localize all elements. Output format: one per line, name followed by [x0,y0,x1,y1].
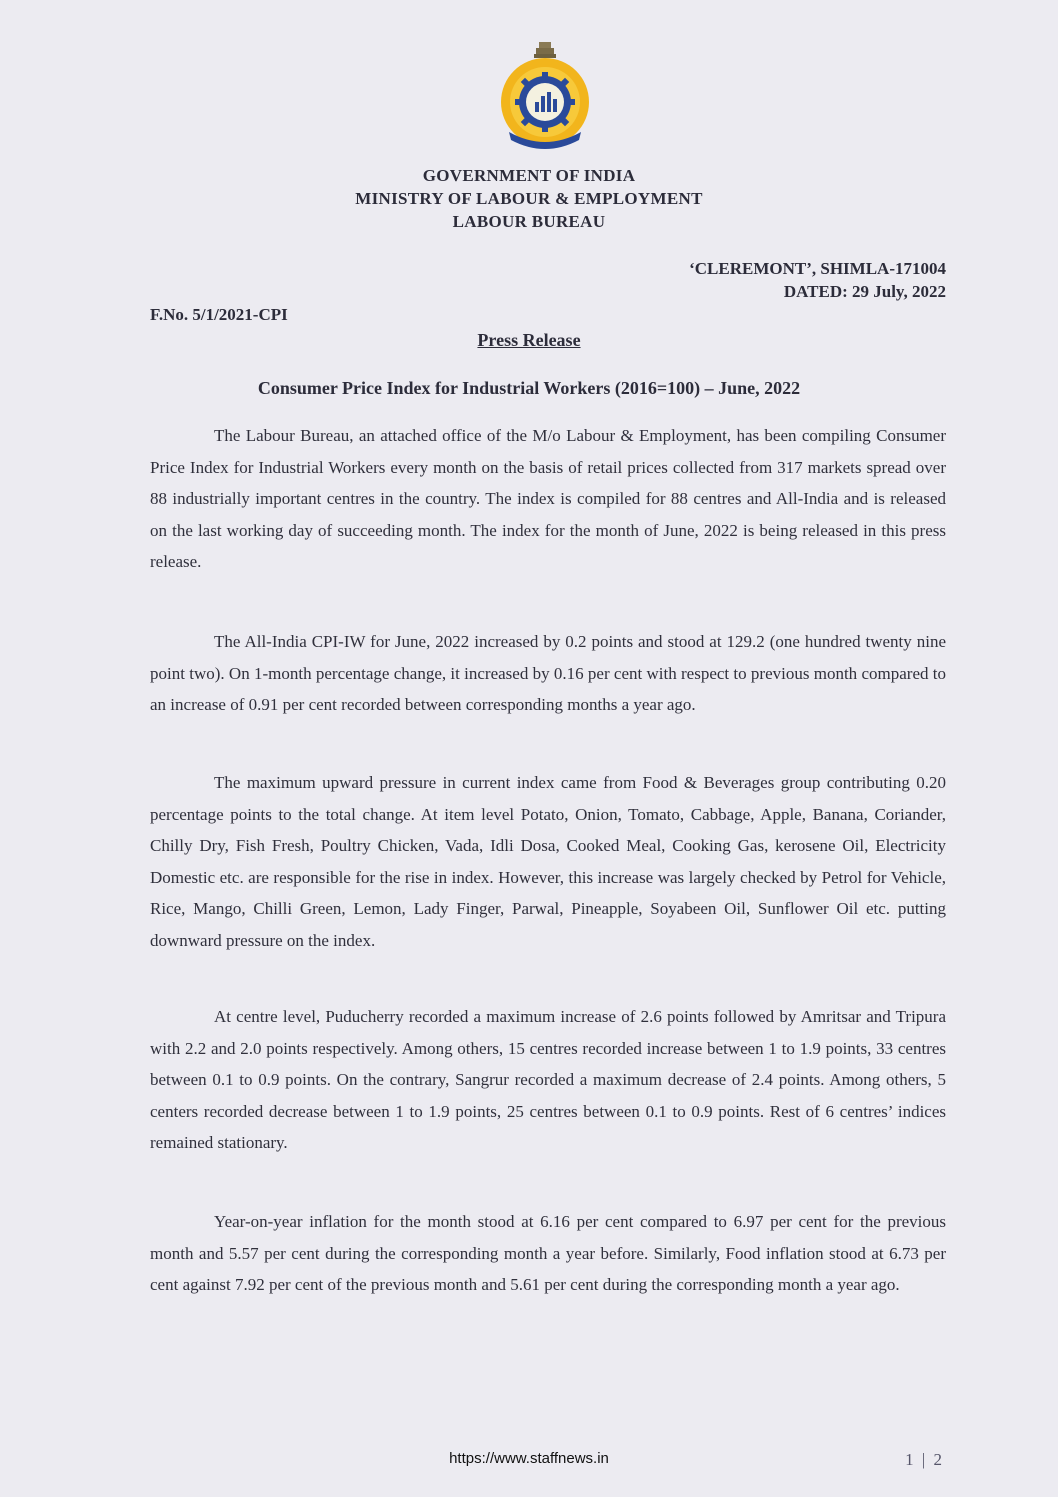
header-government: GOVERNMENT OF INDIA [422,166,636,185]
paragraph-4: At centre level, Puducherry recorded a maximum increase of 2.6 points followed by Amritsar and Tripura with 2.2 and 2.0 points respectively. Among others, 15 centres recorded increase between 1 to 1.9 points, 33 centres between 0.1 to 0.9 points. On the contrary, Sangrur recorded a maximum decrease of 2.4 points. Among others, 5 centers recorded decrease between 1 to 1.9 points, 25 centres between 0.1 to 0.9 points. Rest of 6 centres’ indices remained stationary. [150,1007,946,1153]
file-number: F.No. 5/1/2021-CPI [150,305,288,324]
paragraph-3: The maximum upward pressure in current index came from Food & Beverages group contributing 0.20 percentage points to the total change. At item level Potato, Onion, Tomato, Cabbage, Apple, Banana, Coriander, Chilly Dry, Fish Fresh, Poultry Chicken, Vada, Idli Dosa, Cooked Meal, Cooking Gas, kerosene Oil, Electricity Domestic etc. are responsible for the rise in index. However, this increase was largely checked by Petrol for Vehicle, Rice, Mango, Chilli Green, Lemon, Lady Finger, Parwal, Pineapple, Soyabeen Oil, Sunflower Oil etc. putting downward pressure on the index. [150,773,946,950]
header-bureau: LABOUR BUREAU [452,212,606,231]
press-release-heading-wrap [0,330,1058,351]
page-number: 1 | 2 [905,1450,944,1469]
address-line: ‘CLEREMONT’, SHIMLA-171004 [689,259,946,278]
subject-heading: Consumer Price Index for Industrial Workers (2016=100) – June, 2022 [257,378,801,398]
paragraph-1: The Labour Bureau, an attached office of the M/o Labour & Employment, has been compiling Consumer Price Index for Industrial Workers every month on the basis of retail prices collected from 317 markets spread over 88 industrially important centres in the country. The index is compiled for 88 centres and All-India and is released on the last working day of succeeding month. The index for the month of June, 2022 is being released in this press release. [150,426,946,572]
labour-bureau-emblem-icon [495,40,595,152]
footer-url: https://www.staffnews.in [449,1450,609,1467]
paragraph-2: The All-India CPI-IW for June, 2022 increased by 0.2 points and stood at 129.2 (one hundred twenty nine point two). On 1-month percentage change, it increased by 0.16 per cent with respect to previous month compared to an increase of 0.91 per cent recorded between corresponding months a year ago. [150,632,946,715]
dated-line: DATED: 29 July, 2022 [783,282,946,301]
paragraph-5: Year-on-year inflation for the month stood at 6.16 per cent compared to 6.97 per cent for the previous month and 5.57 per cent during the corresponding month a year before. Similarly, Food inflation stood at 6.73 per cent against 7.92 per cent of the previous month and 5.61 per cent during the corresponding month a year ago. [150,1212,946,1295]
header-ministry: MINISTRY OF LABOUR & EMPLOYMENT [355,189,703,208]
press-release-heading: Press Release [477,330,581,350]
